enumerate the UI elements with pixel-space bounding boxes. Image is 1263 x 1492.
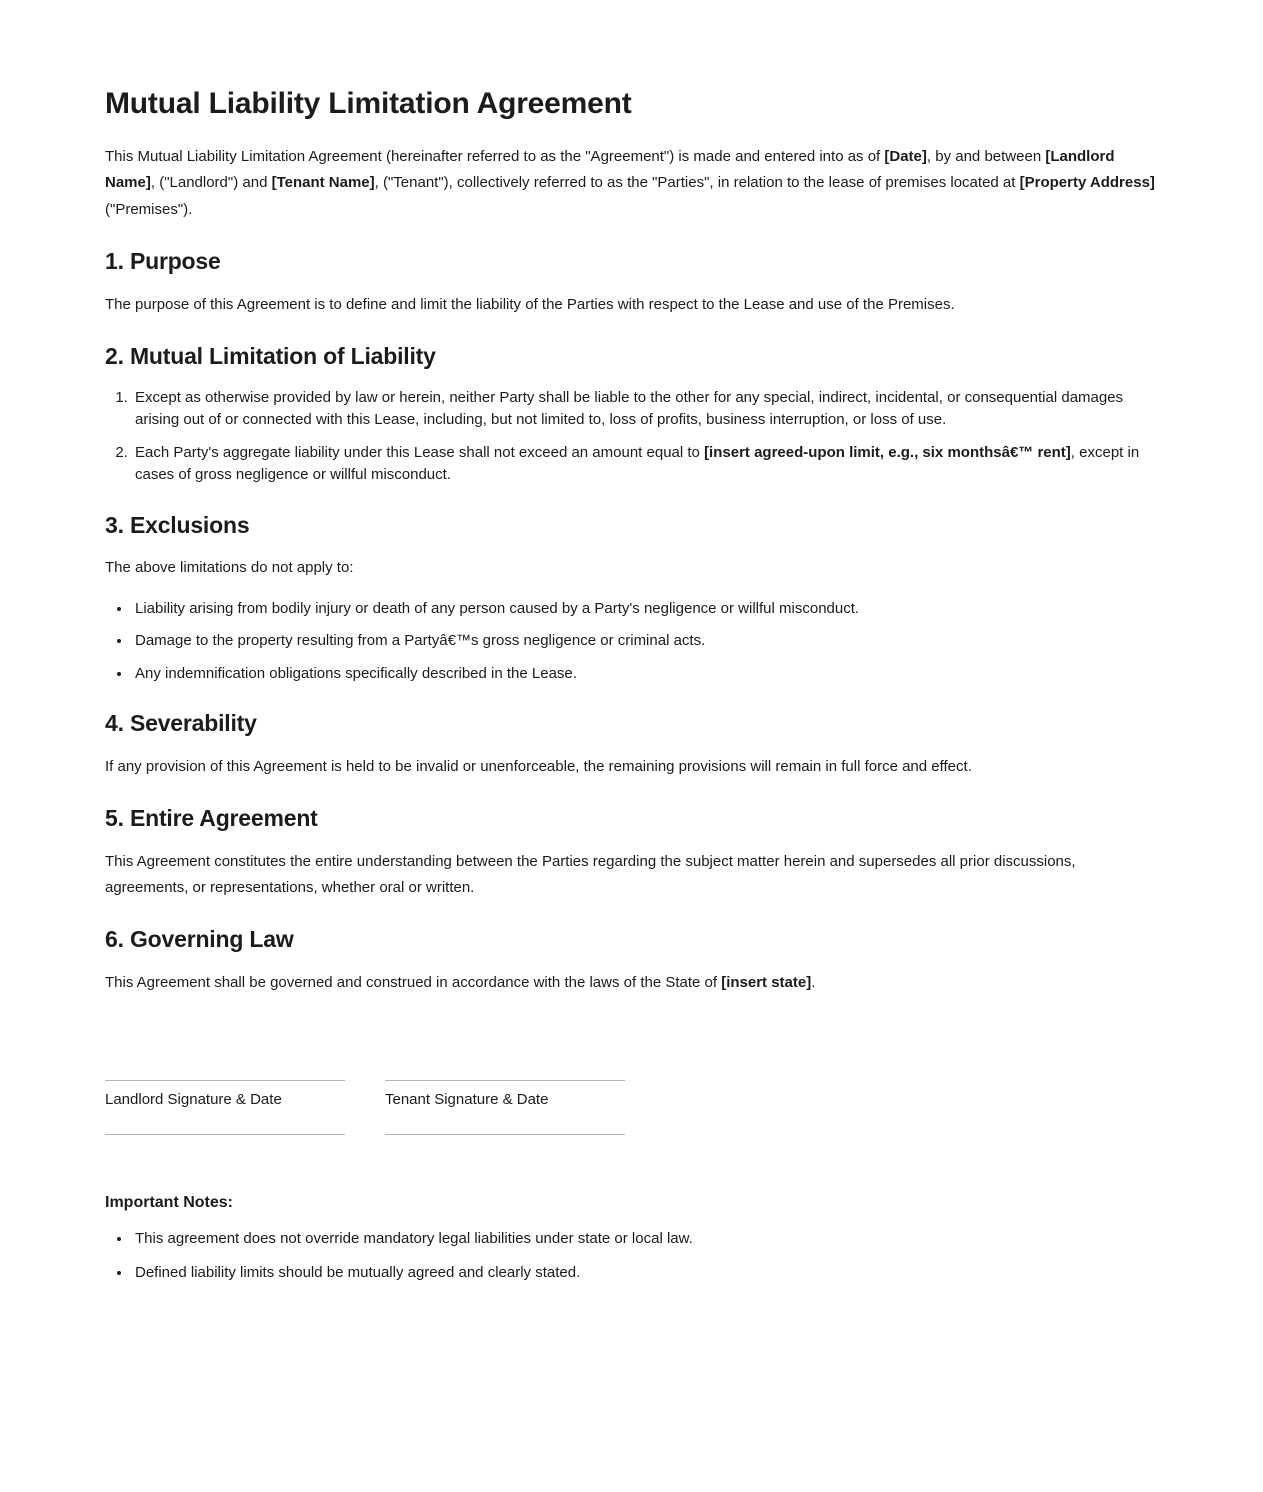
intro-paragraph: This Mutual Liability Limitation Agreement (hereinafter referred to as the "Agreement") is made and entered into as of [Date], by and between [Landlord Name], ("Landlord") and [Tenant Name], ("Tenant"), collectively referred to as the "Parties", in relation to the lease of premises located at [Property Address] ("Premises"). [105,148,1155,218]
exclusion-bullet-item: • Any indemnification obligations specifically described in the Lease. [132,663,1155,686]
important-notes-heading: Important Notes: [105,1194,233,1212]
tenant-signature-label: Tenant Signature & Date [385,1091,549,1109]
limitation-clauses-list [105,387,1155,487]
purpose-paragraph: The purpose of this Agreement is to define and limit the liability of the Parties with respect to the Lease and use of the Premises. [105,295,955,313]
section-heading-severability: 4. Severability [105,710,257,736]
landlord-signature-label: Landlord Signature & Date [105,1091,282,1109]
landlord-signature-field [105,1080,345,1135]
section-severability [105,709,1155,780]
numbered-clause-item: 2. Each Party's aggregate liability under this Lease shall not exceed an amount equal to [insert agreed-upon limit, e.g., six monthsâ€™ rent], except in cases of gross negligence or willful misconduct. [132,442,1155,487]
note-bullet-item: • This agreement does not override mandatory legal liabilities under state or local law. [132,1228,1155,1251]
tenant-signature-field [385,1080,625,1135]
section-heading-mutual-limitation: 2. Mutual Limitation of Liability [105,342,436,369]
page-title: Mutual Liability Limitation Agreement [105,87,632,120]
placeholder-token: [Date] [884,148,927,165]
document-page [105,0,1155,1355]
placeholder-token: [Property Address] [1019,174,1155,192]
section-entire-agreement [105,804,1155,901]
section-mutual-limitation [105,342,1155,487]
important-notes-section [105,1193,1155,1284]
placeholder-token: [Landlord Name] [105,148,1115,192]
section-heading-governing-law: 6. Governing Law [105,926,294,953]
placeholder-token: [insert state] [721,974,812,991]
section-heading-entire-agreement: 5. Entire Agreement [105,805,318,831]
signature-area [105,1080,1155,1135]
severability-paragraph: If any provision of this Agreement is held to be invalid or unenforceable, the remaining provisions will remain in full force and effect. [105,757,972,775]
exclusions-lead-paragraph: The above limitations do not apply to: [105,559,354,577]
exclusions-list [105,598,1155,686]
placeholder-token: [insert agreed-upon limit, e.g., six monthsâ€™ rent] [704,443,1071,461]
section-heading-exclusions: 3. Exclusions [105,511,250,538]
entire-agreement-paragraph: This Agreement constitutes the entire understanding between the Parties regarding the subject matter herein and supersedes all prior discussions, agreements, or representations, whether oral or written. [105,852,1076,896]
section-purpose [105,247,1155,318]
section-heading-purpose: 1. Purpose [105,247,221,274]
governing-law-paragraph: This Agreement shall be governed and construed in accordance with the laws of the State of [insert state]. [105,974,816,991]
section-exclusions [105,511,1155,686]
exclusion-bullet-item: • Damage to the property resulting from a Partyâ€™s gross negligence or criminal acts. [132,630,1155,653]
numbered-clause-item: 1. Except as otherwise provided by law or herein, neither Party shall be liable to the other for any special, indirect, incidental, or consequential damages arising out of or connected with this Lease, including, but not limited to, loss of profits, business interruption, or loss of use. [132,387,1155,432]
important-notes-list [105,1228,1155,1284]
placeholder-token: [Tenant Name] [271,174,375,192]
section-governing-law [105,925,1155,996]
note-bullet-item: • Defined liability limits should be mutually agreed and clearly stated. [132,1262,1155,1285]
exclusion-bullet-item: • Liability arising from bodily injury or death of any person caused by a Party's negligence or willful misconduct. [132,598,1155,621]
